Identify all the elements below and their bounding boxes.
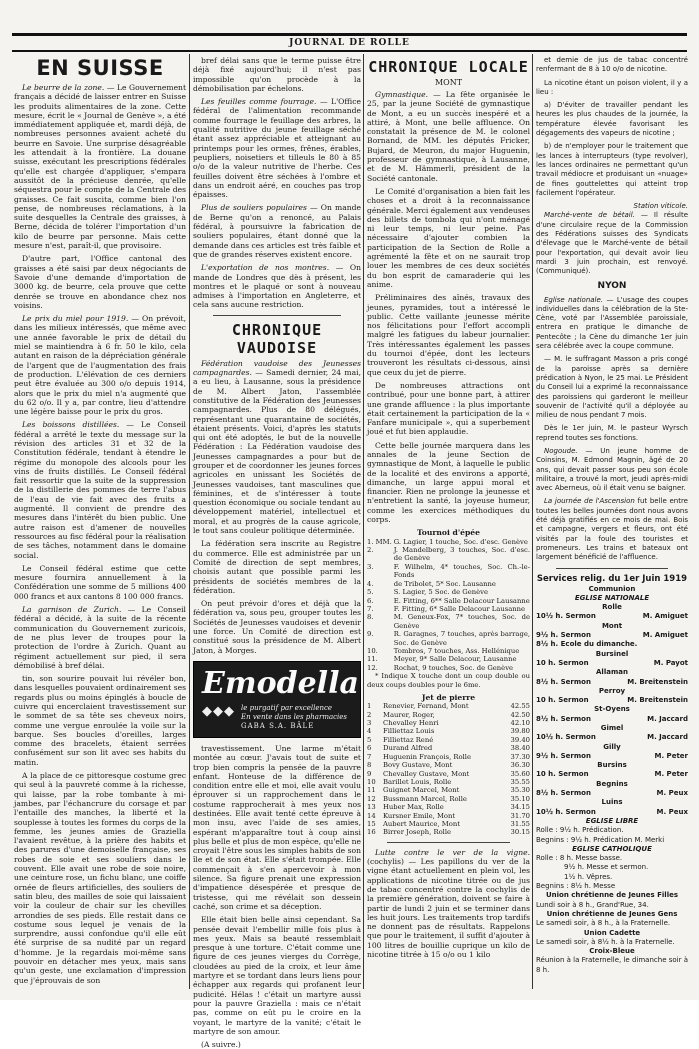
table-cell: 8. xyxy=(367,613,374,622)
column-divider xyxy=(189,54,190,989)
divider xyxy=(213,315,341,316)
paragraph-text: a) D'éviter de travailler pendant les heures les plus chaudes de la journée, la température élevée favorisant les dégagements des vapeurs de nicotine ; xyxy=(536,101,688,138)
article-paragraph xyxy=(536,497,688,562)
service-location: Allaman xyxy=(596,668,628,677)
table-cell: R. Garagnes, 7 touches, après barrage, Soc. de Genève xyxy=(393,630,530,647)
paragraph-text: — Samedi dernier, 24 mai, a eu lieu, à Lausanne, sous la présidence de M. Albert Jaton, l'assemblée constitutive de la Fédération des Jeunesses campagnardes. Plus de 80 délégués, représentant une quarantaine de sociétés, étaient présents. Voici, d'après les statuts qui ont été adoptés, le but de la nouvelle Fédération : La Fédération vaudoise des Jeunesses campagnardes a pour but de grouper et de coordonner les jeunes forces agricoles en unissant les Sociétés de Jeunesses vaudoises, tant masculines que féminines, et de s'intéresser à toute question économique ou sociale tendant au développement matériel, intellectuel et moral, et au progrès de la cause agricole, le tout sans couleur politique déterminée. xyxy=(193,368,361,536)
article-paragraph xyxy=(14,674,186,767)
table-cell: 13 xyxy=(367,803,376,812)
paragraph-text: Préliminaires des aînés, travaux des jeunes, pyramides, tout a intéressé le public. Cette vaillante jeunesse mérite nos félicitations pour l'effort accompli malgré les fatigues du labeur journalier. Très intéressantes également les passes du tournoi d'épée, dont les lecteurs trouveront les résultats ci-dessous, ainsi que ceux du jet de pierre. xyxy=(367,293,530,377)
article-paragraph xyxy=(536,79,688,98)
table-cell: Bovy Gustave, Mont xyxy=(383,761,453,770)
service-location: Gilly xyxy=(603,742,621,751)
table-row xyxy=(367,786,530,794)
union-title: Union Cadette xyxy=(583,928,641,937)
table-cell: 12 xyxy=(367,794,376,803)
table-row xyxy=(367,546,530,563)
service-time: 10 h. Sermon xyxy=(536,696,589,705)
service-pastor: M. Peux xyxy=(656,789,688,798)
article-paragraph xyxy=(536,424,688,443)
table-cell: 42.10 xyxy=(510,719,530,728)
paragraph-text: — On mande de Berne qu'on a renoncé, au Palais fédéral, à poursuivre la fabrication de souliers populaires, étant donné que la demande dans ces articles est très faible et que de grandes réserves existent encore. xyxy=(193,203,361,259)
service-location: St-Oyens xyxy=(594,705,630,714)
service-row xyxy=(536,752,688,761)
table-row xyxy=(367,812,530,820)
church-heading: EGLISE LIBRE xyxy=(585,816,639,825)
table-cell: 12. xyxy=(367,663,378,672)
paragraph-text: — L'Office fédéral de l'alimentation recommande comme fourrage le feuillage des arbres, la qualité nutritive du jeune feuillage séché étant assez appréciable et atteignant au printemps pour les ormes, frênes, érables, peupliers, noisetiers et tilleuls le 80 à 85 o/o de la valeur nutritive de l'herbe. Ces feuilles doivent être séchées à l'ombre et dans un endroit aéré, en couches pas trop épaisses. xyxy=(193,97,361,200)
table-row xyxy=(367,563,530,580)
union-text: Le samedi soir, à 8 h., à la Fraternelle. xyxy=(536,919,671,928)
table-cell: Aubert Maurice, Mont xyxy=(383,819,460,828)
service-location: Rolle xyxy=(602,603,622,612)
paragraph-lead: L'exportation de nos montres. xyxy=(201,263,330,273)
church-heading: EGLISE CATHOLIQUE xyxy=(572,844,652,853)
table-cell: 8 xyxy=(367,761,372,770)
service-line: Begnins : 8½ h. Messe xyxy=(536,882,616,891)
service-time: 10 h. Sermon xyxy=(536,770,589,779)
article-paragraph xyxy=(14,83,186,250)
service-row xyxy=(536,789,688,798)
service-pastor: M. Peter xyxy=(654,751,688,760)
paragraph-lead: La journée de l'Ascension xyxy=(544,497,635,506)
table-row xyxy=(367,538,530,546)
table-cell: 11. xyxy=(367,655,378,664)
union-text: Lundi soir à 8 h., Grand'Rue, 34. xyxy=(536,900,649,909)
paragraph-text: (cochylis) — Les papillons du ver de la vigne étant actuellement en plein vol, les applications de nicotine titrée ou de jus de tabac concentré contre la cochylis de la première génération, doivent se faire à partir de lundi 2 juin et se terminer dans les huit jours. Les traitements trop tardifs ne donnent pas de résultats. Rappelons que pour le traitement, il suffit d'ajouter à 100 litres de bouillie cuprique un kilo de nicotine titrée à 15 o/o ou 1 kilo xyxy=(367,857,530,960)
table-cell: 38.40 xyxy=(510,744,530,753)
service-line: Rolle : 9½ h. Prédication. xyxy=(536,826,624,835)
table-cell: 31.55 xyxy=(510,819,530,828)
paragraph-text: De nombreuses attractions ont contribué, pour une bonne part, à attirer une grande affluence : la plus importante était certainement la participation de la « Fanfare municipale », qui a superbement joué et fut bien applaudie. xyxy=(367,380,530,437)
table-cell: 35.30 xyxy=(510,786,530,795)
table-cell: E. Fitting, 6** Salle Delacour Lausanne xyxy=(393,596,530,605)
tournoi-title: Tournoi d'épée xyxy=(417,528,480,538)
marche-paragraph xyxy=(536,211,688,276)
service-time: 10 h. Sermon xyxy=(536,658,589,667)
service-row xyxy=(536,696,688,705)
table-cell: 2. xyxy=(367,546,374,555)
emodella-advertisement xyxy=(193,661,361,738)
table-cell: 10. xyxy=(367,646,378,655)
table-cell: Huber Max, Rolle xyxy=(383,803,444,812)
article-paragraph xyxy=(14,605,186,670)
column-en-suisse xyxy=(14,56,186,990)
paragraph-lead: Plus de souliers populaires xyxy=(201,203,307,213)
table-cell: 7. xyxy=(367,604,374,613)
article-body xyxy=(193,56,361,310)
column-chronique-locale xyxy=(367,56,530,990)
ad-line: En vente dans les pharmacies xyxy=(241,712,348,721)
table-cell: 1 xyxy=(367,702,372,711)
ad-tagline xyxy=(241,704,352,731)
table-row xyxy=(367,613,530,630)
article-paragraph xyxy=(193,56,361,93)
table-cell: Guignet Marcel, Mont xyxy=(383,786,460,795)
article-paragraph xyxy=(367,187,530,289)
tournoi-note: * Indique X touche dont un coup double ou deux coups doubles pour le 6me. xyxy=(367,672,530,689)
service-row xyxy=(536,659,688,668)
table-cell: Barillet Louis, Rolle xyxy=(383,777,452,786)
table-cell: Filliettaz Louis xyxy=(383,727,435,736)
service-pastor: M. Amiguet xyxy=(642,612,688,621)
service-line: Rolle : 8 h. Messe basse. xyxy=(536,854,623,863)
services-list xyxy=(536,603,688,817)
service-time: 10½ h. Sermon xyxy=(536,733,596,742)
service-row xyxy=(536,715,688,724)
table-row xyxy=(367,736,530,744)
paragraph-text: — L'usage des coupes individuelles dans la célébration de la Ste-Cène, voté par l'Assemblée paroissiale, entrera en pratique le dimanche de Pentecôte ; la Cène du dimanche 1er juin sera célébrée avec la coupe commune. xyxy=(536,295,688,351)
service-pastor: M. Breitenstein xyxy=(627,696,688,705)
paragraph-lead: Les boissons distillées. xyxy=(22,420,120,430)
table-cell: 37.30 xyxy=(510,752,530,761)
article-paragraph xyxy=(14,420,186,559)
service-line: Begnins : 9½ h. Prédication M. Merki xyxy=(536,835,665,844)
paragraph-text: — Le Gouvernement français a décidé de laisser entrer en Suisse les produits alimentaires de la zone. Cette mesure, écrit le « Journal de Genève », a été immédiatement appliquée et, mardi déjà, de nombreuses personnes avaient acheté du beurre en Savoie. Une surprise désagréable les attendait à la frontière. La douane suisse, exécutant les prescriptions fédérales qu'elle est chargée d'appliquer, s'empara aussitôt de la précieuse denrée, qu'elle séquestra pour le compte de la Centrale des graisses. Ce fait suscita, comme bien l'on pense, de nombreuses réclamations, à la suite desquelles la Centrale des graisses, à Berne, décida de tolérer l'importation d'un kilo de beurre par personne. Mais cette mesure n'est, paraît-il, que provisoire. xyxy=(14,83,186,251)
paragraph-text: D'autre part, l'Office cantonal des graisses a été saisi par deux négociants de Savoie d'une demande d'importation de 3000 kg. de beurre, cela prouve que cette denrée se trouve en abondance chez nos voisins. xyxy=(14,254,186,310)
paragraph-lead: Le prix du miel pour 1919. xyxy=(22,314,129,324)
table-cell: Kursner Emile, Mont xyxy=(383,811,456,820)
article-paragraph xyxy=(536,101,688,138)
table-cell: 5. xyxy=(367,588,374,597)
table-cell: 10 xyxy=(367,777,376,786)
service-pastor: M. Peux xyxy=(656,807,688,816)
article-paragraph xyxy=(193,97,361,199)
table-cell: 9 xyxy=(367,769,372,778)
paragraph-lead: Le beurre de la zone. xyxy=(22,83,105,92)
service-time: 9½ h. Sermon xyxy=(536,631,591,640)
paragraph-lead: Gymnastique. xyxy=(375,90,429,99)
table-cell: 1. MM. xyxy=(367,537,392,546)
table-cell: 4 xyxy=(367,727,372,736)
ad-line: le purgatif par excellence xyxy=(241,703,333,712)
masthead-rule-bottom xyxy=(12,50,687,52)
article-paragraph xyxy=(536,56,688,75)
article-paragraph xyxy=(193,203,361,259)
service-location: Bursinel xyxy=(595,649,629,658)
paragraph-text: La fédération sera inscrite au Registre du commerce. Elle est administrée par un Comité de direction de sept membres, choisis autant que possible parmi les présidents de sociétés membres de la fédération. xyxy=(193,539,361,595)
table-row xyxy=(367,744,530,752)
union-title: Union chrétienne de Jeunes Filles xyxy=(545,891,679,900)
article-body xyxy=(536,296,688,563)
table-cell: 35.55 xyxy=(510,777,530,786)
tournoi-results-table xyxy=(367,538,530,673)
table-row xyxy=(367,770,530,778)
paragraph-lead: Lutte contre le ver de la vigne. xyxy=(375,847,530,857)
table-cell: 16 xyxy=(367,828,376,837)
masthead: JOURNAL DE ROLLE xyxy=(289,38,410,48)
masthead-rule-top xyxy=(12,33,687,36)
table-cell: F. Wilhelm, 4* touches, Soc. Ch.-le-Fonds xyxy=(393,562,530,580)
table-cell: 30.15 xyxy=(510,828,530,837)
paragraph-text: Le Conseil fédéral estime que cette mesure fournira annuellement à la Confédération une somme de 5 millions 400 000 francs et aux cantons 8 100 000 francs. xyxy=(14,563,186,601)
article-paragraph xyxy=(367,293,530,377)
table-cell: Meyer, 9* Salle Delacour, Lausanne xyxy=(393,655,517,664)
table-cell: 3. xyxy=(367,562,374,571)
service-location: Bursins xyxy=(597,761,627,770)
service-time: 8½ h. Ecole du dimanche. xyxy=(536,640,638,649)
table-cell: 2 xyxy=(367,710,372,719)
article-paragraph xyxy=(193,1040,361,1049)
service-time: 8½ h. Sermon xyxy=(536,789,591,798)
table-cell: J. Mandelberg, 3 touches, Soc. d'esc. de Genève xyxy=(393,546,530,563)
unions-list xyxy=(536,891,688,975)
union-text: Le samedi soir, à 8½ h. à la Fraternelle. xyxy=(536,937,675,946)
section-title: EN SUISSE xyxy=(36,56,164,80)
service-pastor: M. Payot xyxy=(653,658,688,667)
table-cell: S. Lagier, 5 Soc. de Genève xyxy=(393,588,489,597)
paragraph-text: La nicotine étant un poison violent, il y a lieu : xyxy=(536,78,688,96)
article-paragraph xyxy=(536,142,688,198)
article-paragraph xyxy=(536,447,688,493)
article-paragraph xyxy=(193,744,361,911)
paragraph-text: Cette belle journée marquera dans les annales de la jeune Section de gymnastique de Mont, à laquelle le public de la localité et des environs a apporté, dimanche, un large appui moral et financier. Rien ne prolonge la jeunesse et n'entretient la santé, la joyeuse humeur, comme les exercices méthodiques du corps. xyxy=(367,440,530,525)
paragraph-text: — On mande de Londres que dès à présent, les montres et le plaqué or sont à nouveau admises à l'importation en Angleterre, et cela sans aucune restriction. xyxy=(193,263,361,310)
paragraph-text: On peut prévoir d'ores et déjà que la fédération va, sous peu, grouper toutes les Sociétés de Jeunesses vaudoises et devenir une force. Un Comité de direction est constitué sous la présidence de M. Albert Jaton, à Morges. xyxy=(193,599,361,655)
service-time: 9½ h. Sermon xyxy=(536,751,591,760)
paragraph-text: — Un jeune homme de Coinsins, M. Edmond Magnin, âgé de 20 ans, qui devait passer sous peu son école militaire, a trouvé la mort, jeudi après-midi avec Aberneus, où il était venu se baigner. xyxy=(536,446,688,493)
table-cell: 3 xyxy=(367,719,372,728)
table-cell: Renevier, Fernand, Mont xyxy=(383,702,469,711)
paragraph-text: — Le Conseil fédéral a décidé, à la suite de la récente communication du Gouvernement zuricois, de ne plus lever de troupes pour la protection de l'ordre à Zurich. Quant au régiment actuellement sur pied, il sera démobilisé à bref délai. xyxy=(14,605,186,670)
jet-title: Jet de pierre xyxy=(421,692,476,702)
signature: Station viticole. xyxy=(633,202,688,211)
table-row xyxy=(367,820,530,828)
service-row xyxy=(536,612,688,621)
paragraph-text: travestissement. Une larme m'était montée au cœur. J'avais tout de suite et trop bien compris la pensée de la pauvre enfant. Honteuse de la différence de condition entre elle et moi, elle avait voulu éprouver si un rapprochement dans le costume rapprocherait à mes yeux nos destinées. Elle avait tenté cette épreuve à mon insu, avec l'aide de ses amies, espérant m'apparaître tout à coup ainsi plus belle et plus de mon espèce, qu'elle ne croyait l'être sous les simples habits de son île et de son état. Elle s'était trompée. Elle commençait à s'en apercevoir à mon silence. Sa figure prenait une expression d'impatience désespérée et presque de tristesse, qui me révélait son dessein caché, son crime et sa déception. xyxy=(193,743,361,911)
cochylis-paragraph xyxy=(367,848,530,960)
table-row xyxy=(367,719,530,727)
table-cell: 7 xyxy=(367,752,372,761)
service-pastor: M. Amiguet xyxy=(642,631,688,640)
ad-row xyxy=(202,704,352,731)
table-row xyxy=(367,803,530,811)
service-row xyxy=(536,733,688,742)
table-row xyxy=(367,727,530,735)
table-row xyxy=(367,761,530,769)
service-location: Gimel xyxy=(600,724,624,732)
table-row xyxy=(367,778,530,786)
paragraph-text: fut belle entre toutes les belles journées dont nous avons été déjà gratifiés en ce mois de mai. Bois et campagne, vergers et fleurs, ont été visités par la foule des touristes et promeneurs. Les trains et bateaux ont largement bénéficié de l'affluence. xyxy=(536,497,688,562)
article-paragraph xyxy=(193,539,361,595)
service-location: Perroy xyxy=(598,686,626,695)
service-time: 10½ h. Sermon xyxy=(536,612,596,621)
table-cell: 14 xyxy=(367,811,376,820)
table-cell: Durand Alfred xyxy=(383,744,433,753)
table-cell: Maurer, Roger, xyxy=(383,710,435,719)
service-time: 8½ h. Sermon xyxy=(536,677,591,686)
service-time: 10½ h. Sermon xyxy=(536,807,596,816)
divider xyxy=(556,568,668,569)
table-cell: Chevalley Henri xyxy=(383,719,439,728)
article-paragraph xyxy=(367,441,530,525)
services-title: Services relig. du 1er Juin 1919 xyxy=(536,573,688,584)
article-paragraph xyxy=(14,564,186,601)
article-paragraph xyxy=(367,381,530,437)
table-cell: Birrer Joseph, Rolle xyxy=(383,828,452,837)
paragraph-text: tin, son sourire pouvait lui révéler bon, dans lesquelles pouvaient ordinairement ses regards plus ou moins épinglés à boucle de cuivre qui encerclaient travestissement sur le sommet de sa tête ses cheveux noirs, comme une vergue enroulée la voile sur la barque. Ses boucles d'oreilles, larges comme des bracelets, étaient serrées confusément sur son lit avec ses habits du matin. xyxy=(14,674,186,767)
article-paragraph xyxy=(193,359,361,536)
service-row xyxy=(536,640,688,649)
article-paragraph xyxy=(14,771,186,985)
ad-brand: Emodella xyxy=(202,665,359,701)
article-paragraph xyxy=(14,314,186,416)
table-cell: Chevalley Gustave, Mont xyxy=(383,769,470,778)
service-location: Begnins xyxy=(596,779,628,788)
nyon-title: NYON xyxy=(597,280,627,291)
table-cell: 11 xyxy=(367,786,376,795)
table-cell: G. Lagier, 1 touche, Soc. d'esc. Genève xyxy=(393,537,528,546)
table-cell: 5 xyxy=(367,735,372,744)
table-cell: 6. xyxy=(367,596,374,605)
article-body xyxy=(193,359,361,655)
table-cell: 39.80 xyxy=(510,727,530,736)
table-cell: 39.40 xyxy=(510,735,530,744)
table-row xyxy=(367,753,530,761)
service-line: 9½ h. Messe et sermon. xyxy=(564,863,649,872)
article-paragraph xyxy=(536,355,688,420)
paragraph-text: A la place de ce pittoresque costume grec qui seul à la pauvreté comme à la richesse, qui laisse, par la robe tombante à mi-jambes, par l'échancrure du corsage et par l'entaille des manches, la liberté et la souplesse à toutes les formes du corps de la femme, les jeunes amies de Graziella l'avaient revêtue, à la prière des habits et des parures d'une demoiselle française, ses robes de soie et ses souliers dans le couvent. Elle avait une robe de soie noire, une ceinture rose, un fichu blanc, une coiffe ornée de fleurs artificielles, des souliers de satin bleu, des mailles de soie qui laissaient voir la couleur de chair sur les chevilles arrondies de ses pieds. Elle restait dans ce costume sous lequel je venais de la surprendre, aussi confondue qu'il elle eût été surprise de sa nudité par un regard d'homme. Je la regardais moi-même sans pouvoir en détacher mes yeux, mais sans qu'un geste, une exclamation d'impression que j'éprouvais de son xyxy=(14,771,186,985)
union-title: Croix-Bleue xyxy=(589,947,635,956)
table-row xyxy=(367,702,530,710)
paragraph-text: — Le Conseil fédéral a arrêté le texte du message sur la révision des articles 31 et 32 de la Constitution fédérale, tendant à étendre le régime du monopole des alcools pour les vins de fruits distillés. Le Conseil fédéral fait ressortir que la suite de la suppression de la distillerie des pommes de terre l'abus de l'eau de vie fait avec des fruits a augmenté. Il convient de prendre des mesures dans l'intérêt du bien public. Une autre raison est d'amener de nouvelles ressources au fisc fédéral pour la réalisation de ses tâches, notamment dans le domaine social. xyxy=(14,420,186,560)
article-paragraph xyxy=(193,263,361,309)
union-text: Réunion à la Fraternelle, le dimanche soir à 8 h. xyxy=(536,956,688,974)
article-body xyxy=(536,56,688,198)
paragraph-text: et demie de jus de tabac concentré renfermant de 8 à 10 o/o de nicotine. xyxy=(536,56,688,74)
diamond-icons: ◆◆◆ xyxy=(202,703,235,719)
table-row xyxy=(367,828,530,836)
table-cell: Huguenin François, Rolle xyxy=(383,752,472,761)
table-cell: 6 xyxy=(367,744,372,753)
column-divider xyxy=(363,54,364,989)
table-cell: 34.15 xyxy=(510,803,530,812)
article-paragraph xyxy=(367,90,530,183)
service-pastor: M. Jaccard xyxy=(647,733,688,742)
table-cell: F. Fitting, 6* Salle Delacour Lausanne xyxy=(393,604,526,613)
article-body xyxy=(367,90,530,524)
table-cell: de Tribolet, 5* Soc. Lausanne xyxy=(393,579,496,588)
union-title: Union chrétienne de Jeunes Gens xyxy=(546,909,678,918)
service-row xyxy=(536,770,688,779)
services-subtitle: Communion xyxy=(588,584,636,593)
paragraph-text: b) de n'employer pour le traitement que les lances à interrupteurs (type revolver), les lances ordinaires ne permettant qu'un travail médiocre et produisant un «nuage» de fines gouttelettes qui atteint trop facilement l'opérateur. xyxy=(536,142,688,197)
paragraph-text: — M. le suffragant Masson a pris congé de la paroisse après sa dernière prédication à Nyon, le 25 mai. Le Président du Conseil lui a exprimé la reconnaissance des paroissiens qui garderont le meilleur souvenir de l'activité qu'il a déployée au milieu de nous pendant 7 mois. xyxy=(536,355,688,420)
table-row xyxy=(367,664,530,672)
paragraph-text: — La fête organisée le 25, par la jeune Société de gymnastique de Mont, a eu un succès inespéré et a attiré, à Mont, une belle affluence. On constatait la présence de M. le colonel Bornand, de MM. les députés Fricker, Bujard, de Meuron, du major Huguenin, professeur de gymnastique, à Lausanne, et de M. Hämmerli, président de la Société cantonale. xyxy=(367,90,530,183)
paragraph-lead: Nogoude. xyxy=(544,446,578,455)
table-row xyxy=(367,711,530,719)
section-title: CHRONIQUE VAUDOISE xyxy=(231,320,323,357)
paragraph-lead: Fédération vaudoise des Jeunesses campagnardes. xyxy=(193,358,361,378)
table-cell: Filliettaz René xyxy=(383,735,434,744)
service-pastor: M. Breitenstein xyxy=(627,677,688,686)
ad-line: GABA S.A. BÂLE xyxy=(241,721,315,730)
service-location: Mont xyxy=(601,621,623,630)
table-row xyxy=(367,795,530,803)
paragraph-text: bref délai sans que le terme puisse être déjà fixé aujourd'hui; il n'est pas impossible qu'on procède à la démobilisation par échelons. xyxy=(193,56,361,93)
table-cell: 4. xyxy=(367,579,374,588)
article-paragraph xyxy=(14,254,186,310)
subsection-title: MONT xyxy=(434,78,463,87)
paragraph-text: (A suivre.) xyxy=(201,1040,241,1049)
table-cell: 42.55 xyxy=(510,702,530,711)
section-title: CHRONIQUE LOCALE xyxy=(368,58,529,76)
paragraph-text: Elle était bien belle ainsi cependant. Sa pensée devait l'embellir mille fois plus à mes yeux. Mais sa beauté ressemblait presque à une torture. C'était comme une figure de ces jeunes vierges du Corrège, cloudées au pied de la croix, et leur âme martyre et se tordant dans leurs liens pour échapper aux regards qui profanent leur pudicité. Hélas ! c'était un martyre aussi pour la pauvre Graziella : mais ce n'était pas, comme on eût pu le croire en la voyant, le martyre de la vanité; c'était le martyre de son amour. xyxy=(193,915,361,1036)
paragraph-text: Le Comité d'organisation a bien fait les choses et a droit à la reconnaissance générale. Merci également aux vendeuses des billets de tombola qui n'ont ménagé ni leur temps, ni leur peine. Pas nécessaire d'ajouter combien la participation de la Section de Rolle a agrémenté la fête et on ne saurait trop louer les membres de ces deux sociétés du bon esprit de camaraderie qui les anime. xyxy=(367,186,530,289)
table-cell: Bussmann Marcel, Rolle xyxy=(383,794,467,803)
table-cell: 36.30 xyxy=(510,761,530,770)
article-paragraph xyxy=(536,296,688,352)
jet-results-table xyxy=(367,702,530,837)
table-cell: 42.50 xyxy=(510,710,530,719)
column-2 xyxy=(193,56,361,1049)
service-time: 8½ h. Sermon xyxy=(536,714,591,723)
column-divider xyxy=(532,54,533,989)
column-4 xyxy=(536,56,688,990)
article-paragraph xyxy=(193,915,361,1036)
table-cell: 15 xyxy=(367,819,376,828)
table-row xyxy=(367,588,530,596)
table-cell: 9. xyxy=(367,630,374,639)
article-body xyxy=(14,83,186,985)
paragraph-lead: Les feuilles comme fourrage. xyxy=(201,97,317,107)
table-cell: Tombros, 7 touches, Ass. Hellénique xyxy=(393,646,520,655)
table-row xyxy=(367,580,530,588)
service-line: 1½ h. Vêpres. xyxy=(564,872,613,881)
service-row xyxy=(536,808,688,817)
paragraph-text: — Il résulte d'une circulaire reçue de la Commission des Fédérations suisses des Syndicats d'élevage que le Marché-vente de bétail pour l'exportation, qui devait avoir lieu mardi 3 juin prochain, est renvoyé. (Communiqué). xyxy=(536,211,688,276)
table-cell: 31.70 xyxy=(510,811,530,820)
table-row xyxy=(367,597,530,605)
service-row xyxy=(536,631,688,640)
table-row xyxy=(367,605,530,613)
service-pastor: M. Jaccard xyxy=(647,714,688,723)
table-cell: M. Geneux-Fox, 7* touches, Soc. de Genève xyxy=(393,613,530,630)
paragraph-text: Dès le 1er juin, M. le pasteur Wyrsch reprend toutes ses fonctions. xyxy=(536,424,688,442)
paragraph-lead: Eglise nationale. xyxy=(544,295,604,304)
service-row xyxy=(536,678,688,687)
service-pastor: M. Peter xyxy=(654,770,688,779)
table-row xyxy=(367,655,530,663)
table-cell: Rochat, 9 touches, Soc. de Genève xyxy=(393,663,514,672)
paragraph-text: — On prévoit, dans les milieux intéressés, que même avec une année favorable le prix de détail du miel se maintiendra à 6 fr. 50 le kilo, cela autant en raison de la dépréciation générale de l'argent que de l'augmentation des frais de production. L'élévation de ces derniers peut être évaluée au 300 o/o depuis 1914, alors que le prix du miel n'a augmenté que du 62 o/o. Il y a, par contre, lieu d'attendre une légère baisse pour le prix du gros. xyxy=(14,314,186,417)
table-cell: 35.60 xyxy=(510,769,530,778)
divider xyxy=(387,842,510,843)
table-cell: 35.10 xyxy=(510,794,530,803)
table-row xyxy=(367,647,530,655)
paragraph-lead: La garnison de Zurich. xyxy=(22,605,122,615)
church-heading: EGLISE NATIONALE xyxy=(574,593,650,602)
service-location: Luins xyxy=(601,798,623,807)
article-paragraph xyxy=(193,599,361,655)
paragraph-lead: Marché-vente de bétail. xyxy=(544,211,635,220)
table-row xyxy=(367,630,530,647)
article-body xyxy=(193,744,361,1049)
